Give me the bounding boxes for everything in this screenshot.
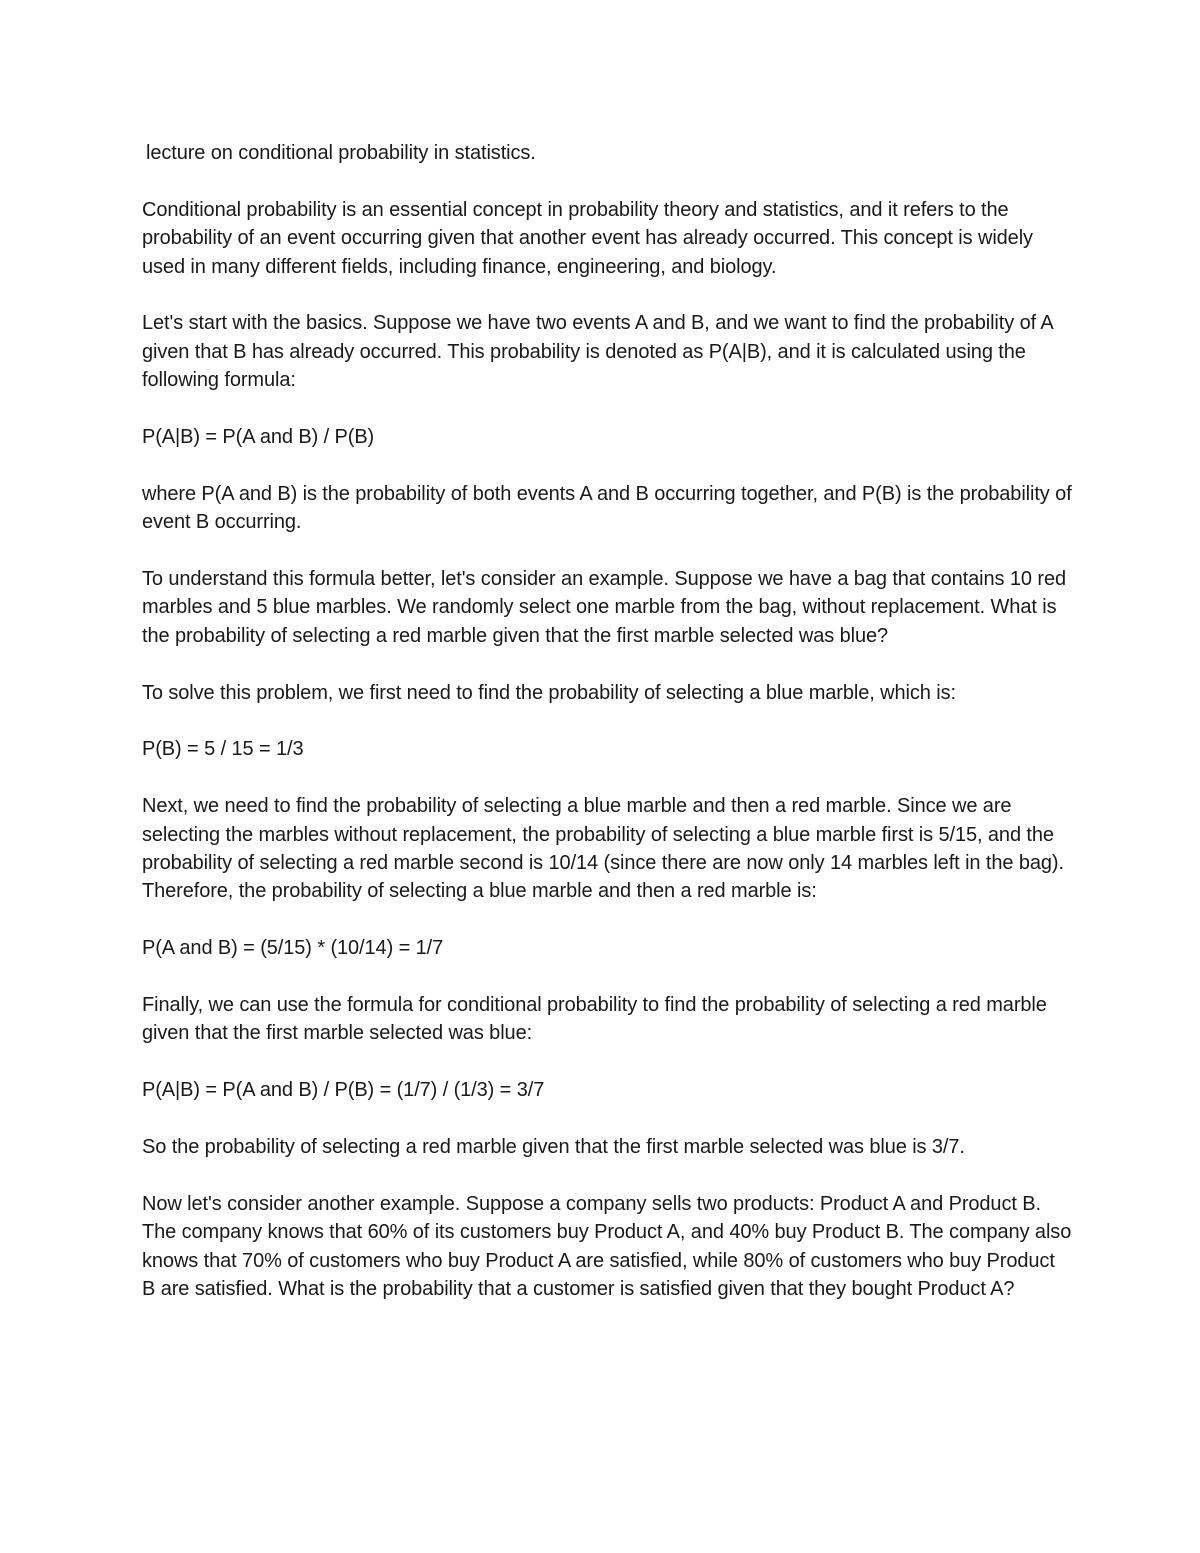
paragraph-example-marbles: To understand this formula better, let's consider an example. Suppose we have a bag that contains 10 red marbles and 5 blue marbles. We randomly select one marble from the bag, without replacement. What is the probability of selecting a red marble given that the first marble selected was blue? [142, 568, 1066, 647]
paragraph-basics: Let's start with the basics. Suppose we have two events A and B, and we want to find the probability of A given that B has already occurred. This probability is denoted as P(A|B), and it is calculated using the following formula: [142, 312, 1053, 392]
formula-result: P(A|B) = P(A and B) / P(B) = (1/7) / (1/3) = 3/7 [142, 1079, 545, 1102]
formula-p-a-and-b: P(A and B) = (5/15) * (10/14) = 1/7 [142, 937, 444, 960]
paragraph-next-step: Next, we need to find the probability of selecting a blue marble and then a red marble. Since we are selecting the marbles without replacement, the probability of selecting a blue marble first is 5/15, and the probability of selecting a red marble second is 10/14 (since there are now only 14 marbles left in the bag). Therefore, the probability of selecting a blue marble and then a red marble is: [142, 795, 1064, 903]
document-title: lecture on conditional probability in statistics. [146, 142, 536, 164]
paragraph-solve-step: To solve this problem, we first need to find the probability of selecting a blue marble, which is: [142, 681, 956, 704]
formula-p-b: P(B) = 5 / 15 = 1/3 [142, 738, 304, 761]
paragraph-finally: Finally, we can use the formula for conditional probability to find the probability of selecting a red marble given that the first marble selected was blue: [142, 994, 1047, 1045]
paragraph-example-products: Now let's consider another example. Suppose a company sells two products: Product A and Product B. The company knows that 60% of its customers buy Product A, and 40% buy Product B. The company also knows that 70% of customers who buy Product A are satisfied, while 80% of customers who buy Product B are satisfied. What is the probability that a customer is satisfied given that they bought Product A? [142, 1192, 1072, 1301]
paragraph-conclusion: So the probability of selecting a red marble given that the first marble selected was blue is 3/7. [142, 1136, 965, 1159]
formula-conditional: P(A|B) = P(A and B) / P(B) [142, 426, 375, 449]
document-page [142, 139, 1072, 1332]
paragraph-formula-explanation: where P(A and B) is the probability of both events A and B occurring together, and P(B) is the probability of event B occurring. [142, 482, 1072, 534]
paragraph-intro: Conditional probability is an essential concept in probability theory and statistics, and it refers to the probability of an event occurring given that another event has already occurred. This concept is widely used in many different fields, including finance, engineering, and biology. [142, 198, 1033, 278]
